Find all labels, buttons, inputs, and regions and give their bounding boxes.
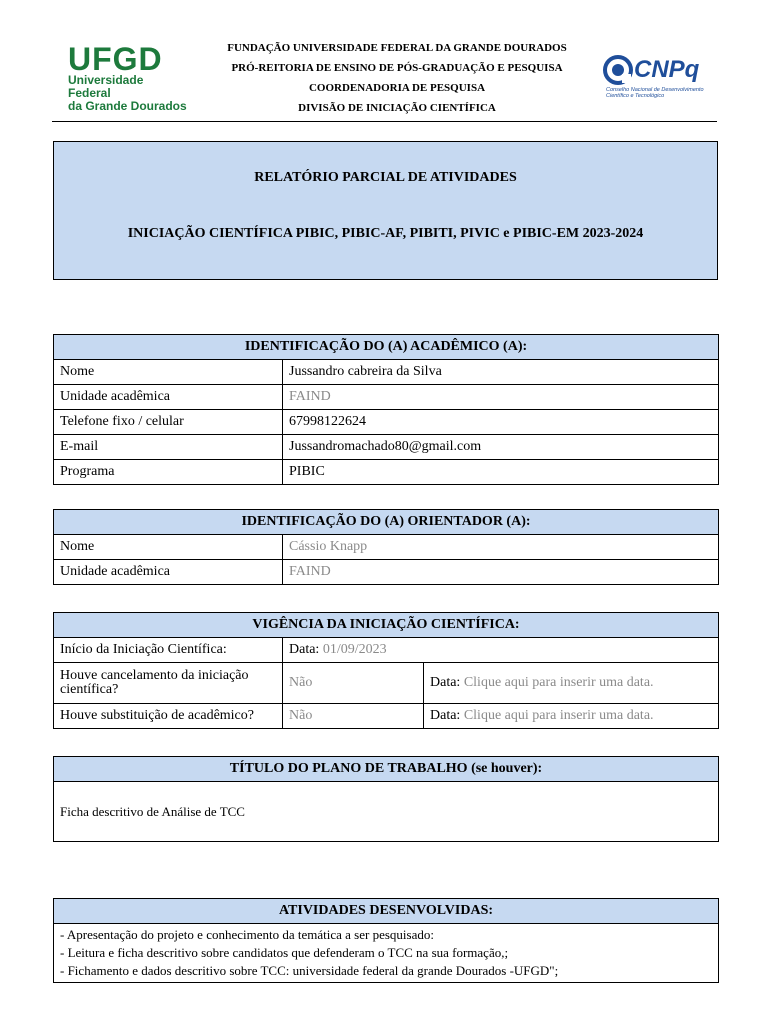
cnpq-emblem-icon <box>602 54 634 86</box>
table-row <box>54 410 719 435</box>
vigencia-heading: VIGÊNCIA DA INICIAÇÃO CIENTÍFICA: <box>54 613 719 638</box>
cnpq-logo <box>602 54 717 100</box>
institution-line: PRÓ-REITORIA DE ENSINO DE PÓS-GRADUAÇÃO E PESQUISA <box>231 62 563 74</box>
field-label: Telefone fixo / celular <box>54 410 283 435</box>
table-row <box>54 663 719 704</box>
table-row <box>54 435 719 460</box>
subst-date-cell <box>424 704 719 729</box>
orientador-table <box>53 509 719 585</box>
atividades-heading: ATIVIDADES DESENVOLVIDAS: <box>54 899 719 924</box>
table-row <box>54 360 719 385</box>
field-value-telefone[interactable]: 67998122624 <box>283 410 719 435</box>
cancel-select[interactable]: Não <box>283 663 424 704</box>
data-label: Data: <box>430 675 461 690</box>
institution-line: FUNDAÇÃO UNIVERSIDADE FEDERAL DA GRANDE DOURADOS <box>227 42 567 54</box>
field-label: Houve cancelamento da iniciação científica? <box>54 663 283 704</box>
list-item: - Apresentação do projeto e conhecimento da temática a ser pesquisado: <box>60 927 434 942</box>
table-row <box>54 924 719 983</box>
field-value-orientador-unidade[interactable]: FAIND <box>283 560 719 585</box>
table-row <box>54 704 719 729</box>
field-value-programa[interactable]: PIBIC <box>283 460 719 485</box>
institution-lines <box>212 38 582 118</box>
institution-line: COORDENADORIA DE PESQUISA <box>308 82 486 94</box>
field-label: E-mail <box>54 435 283 460</box>
institution-line: DIVISÃO DE INICIAÇÃO CIENTÍFICA <box>298 102 496 114</box>
atividades-field[interactable] <box>54 924 719 983</box>
cnpq-subtitle: Conselho Nacional de Desenvolvimento Científico e Tecnológico <box>606 87 704 99</box>
field-value-unidade[interactable]: FAIND <box>283 385 719 410</box>
orientador-heading: IDENTIFICAÇÃO DO (A) ORIENTADOR (A): <box>54 510 719 535</box>
report-subtitle: INICIAÇÃO CIENTÍFICA PIBIC, PIBIC-AF, PIBITI, PIVIC e PIBIC-EM 2023-2024 <box>127 226 644 241</box>
table-row <box>54 535 719 560</box>
table-row <box>54 782 719 842</box>
ufgd-logo-line2: da Grande Dourados <box>68 99 187 113</box>
table-row <box>54 460 719 485</box>
data-label: Data: <box>430 708 461 723</box>
plano-title-field[interactable]: Ficha descritivo de Análise de TCC <box>54 782 719 842</box>
field-value-email[interactable]: Jussandromachado80@gmail.com <box>283 435 719 460</box>
document-header <box>52 38 717 122</box>
report-title: RELATÓRIO PARCIAL DE ATIVIDADES <box>254 170 517 185</box>
field-value-nome[interactable]: Jussandro cabreira da Silva <box>283 360 719 385</box>
list-item: - Leitura e ficha descritivo sobre candidatos que defenderam o TCC na sua formação,; <box>60 945 509 960</box>
field-label: Nome <box>54 535 283 560</box>
ufgd-logo <box>68 41 188 113</box>
field-label: Unidade acadêmica <box>54 560 283 585</box>
ufgd-logo-wordmark: UFGD <box>68 41 163 77</box>
table-row <box>54 560 719 585</box>
cnpq-wordmark: CNPq <box>634 56 700 83</box>
data-label: Data: <box>289 642 320 657</box>
field-label: Houve substituição de acadêmico? <box>54 704 283 729</box>
header-divider <box>52 121 717 122</box>
field-value-orientador-nome[interactable]: Cássio Knapp <box>283 535 719 560</box>
list-item: - Fichamento e dados descritivo sobre TCC: universidade federal da grande Dourados -UFGD"; <box>60 963 559 978</box>
report-title-box <box>53 141 718 280</box>
field-label: Unidade acadêmica <box>54 385 283 410</box>
subst-date-field[interactable]: Clique aqui para inserir uma data. <box>463 708 654 723</box>
table-row <box>54 638 719 663</box>
subst-select[interactable]: Não <box>283 704 424 729</box>
table-row <box>54 385 719 410</box>
inicio-date-field[interactable]: 01/09/2023 <box>322 642 387 657</box>
plano-heading: TÍTULO DO PLANO DE TRABALHO (se houver): <box>54 757 719 782</box>
academico-heading: IDENTIFICAÇÃO DO (A) ACADÊMICO (A): <box>54 335 719 360</box>
atividades-table <box>53 898 719 983</box>
plano-table <box>53 756 719 842</box>
cancel-date-cell <box>424 663 719 704</box>
cancel-date-field[interactable]: Clique aqui para inserir uma data. <box>463 675 654 690</box>
field-label: Início da Iniciação Científica: <box>54 638 283 663</box>
field-label: Nome <box>54 360 283 385</box>
field-label: Programa <box>54 460 283 485</box>
ufgd-logo-line1: Universidade Federal <box>68 73 144 100</box>
inicio-date-cell <box>283 638 719 663</box>
vigencia-table <box>53 612 719 729</box>
academico-table <box>53 334 719 485</box>
